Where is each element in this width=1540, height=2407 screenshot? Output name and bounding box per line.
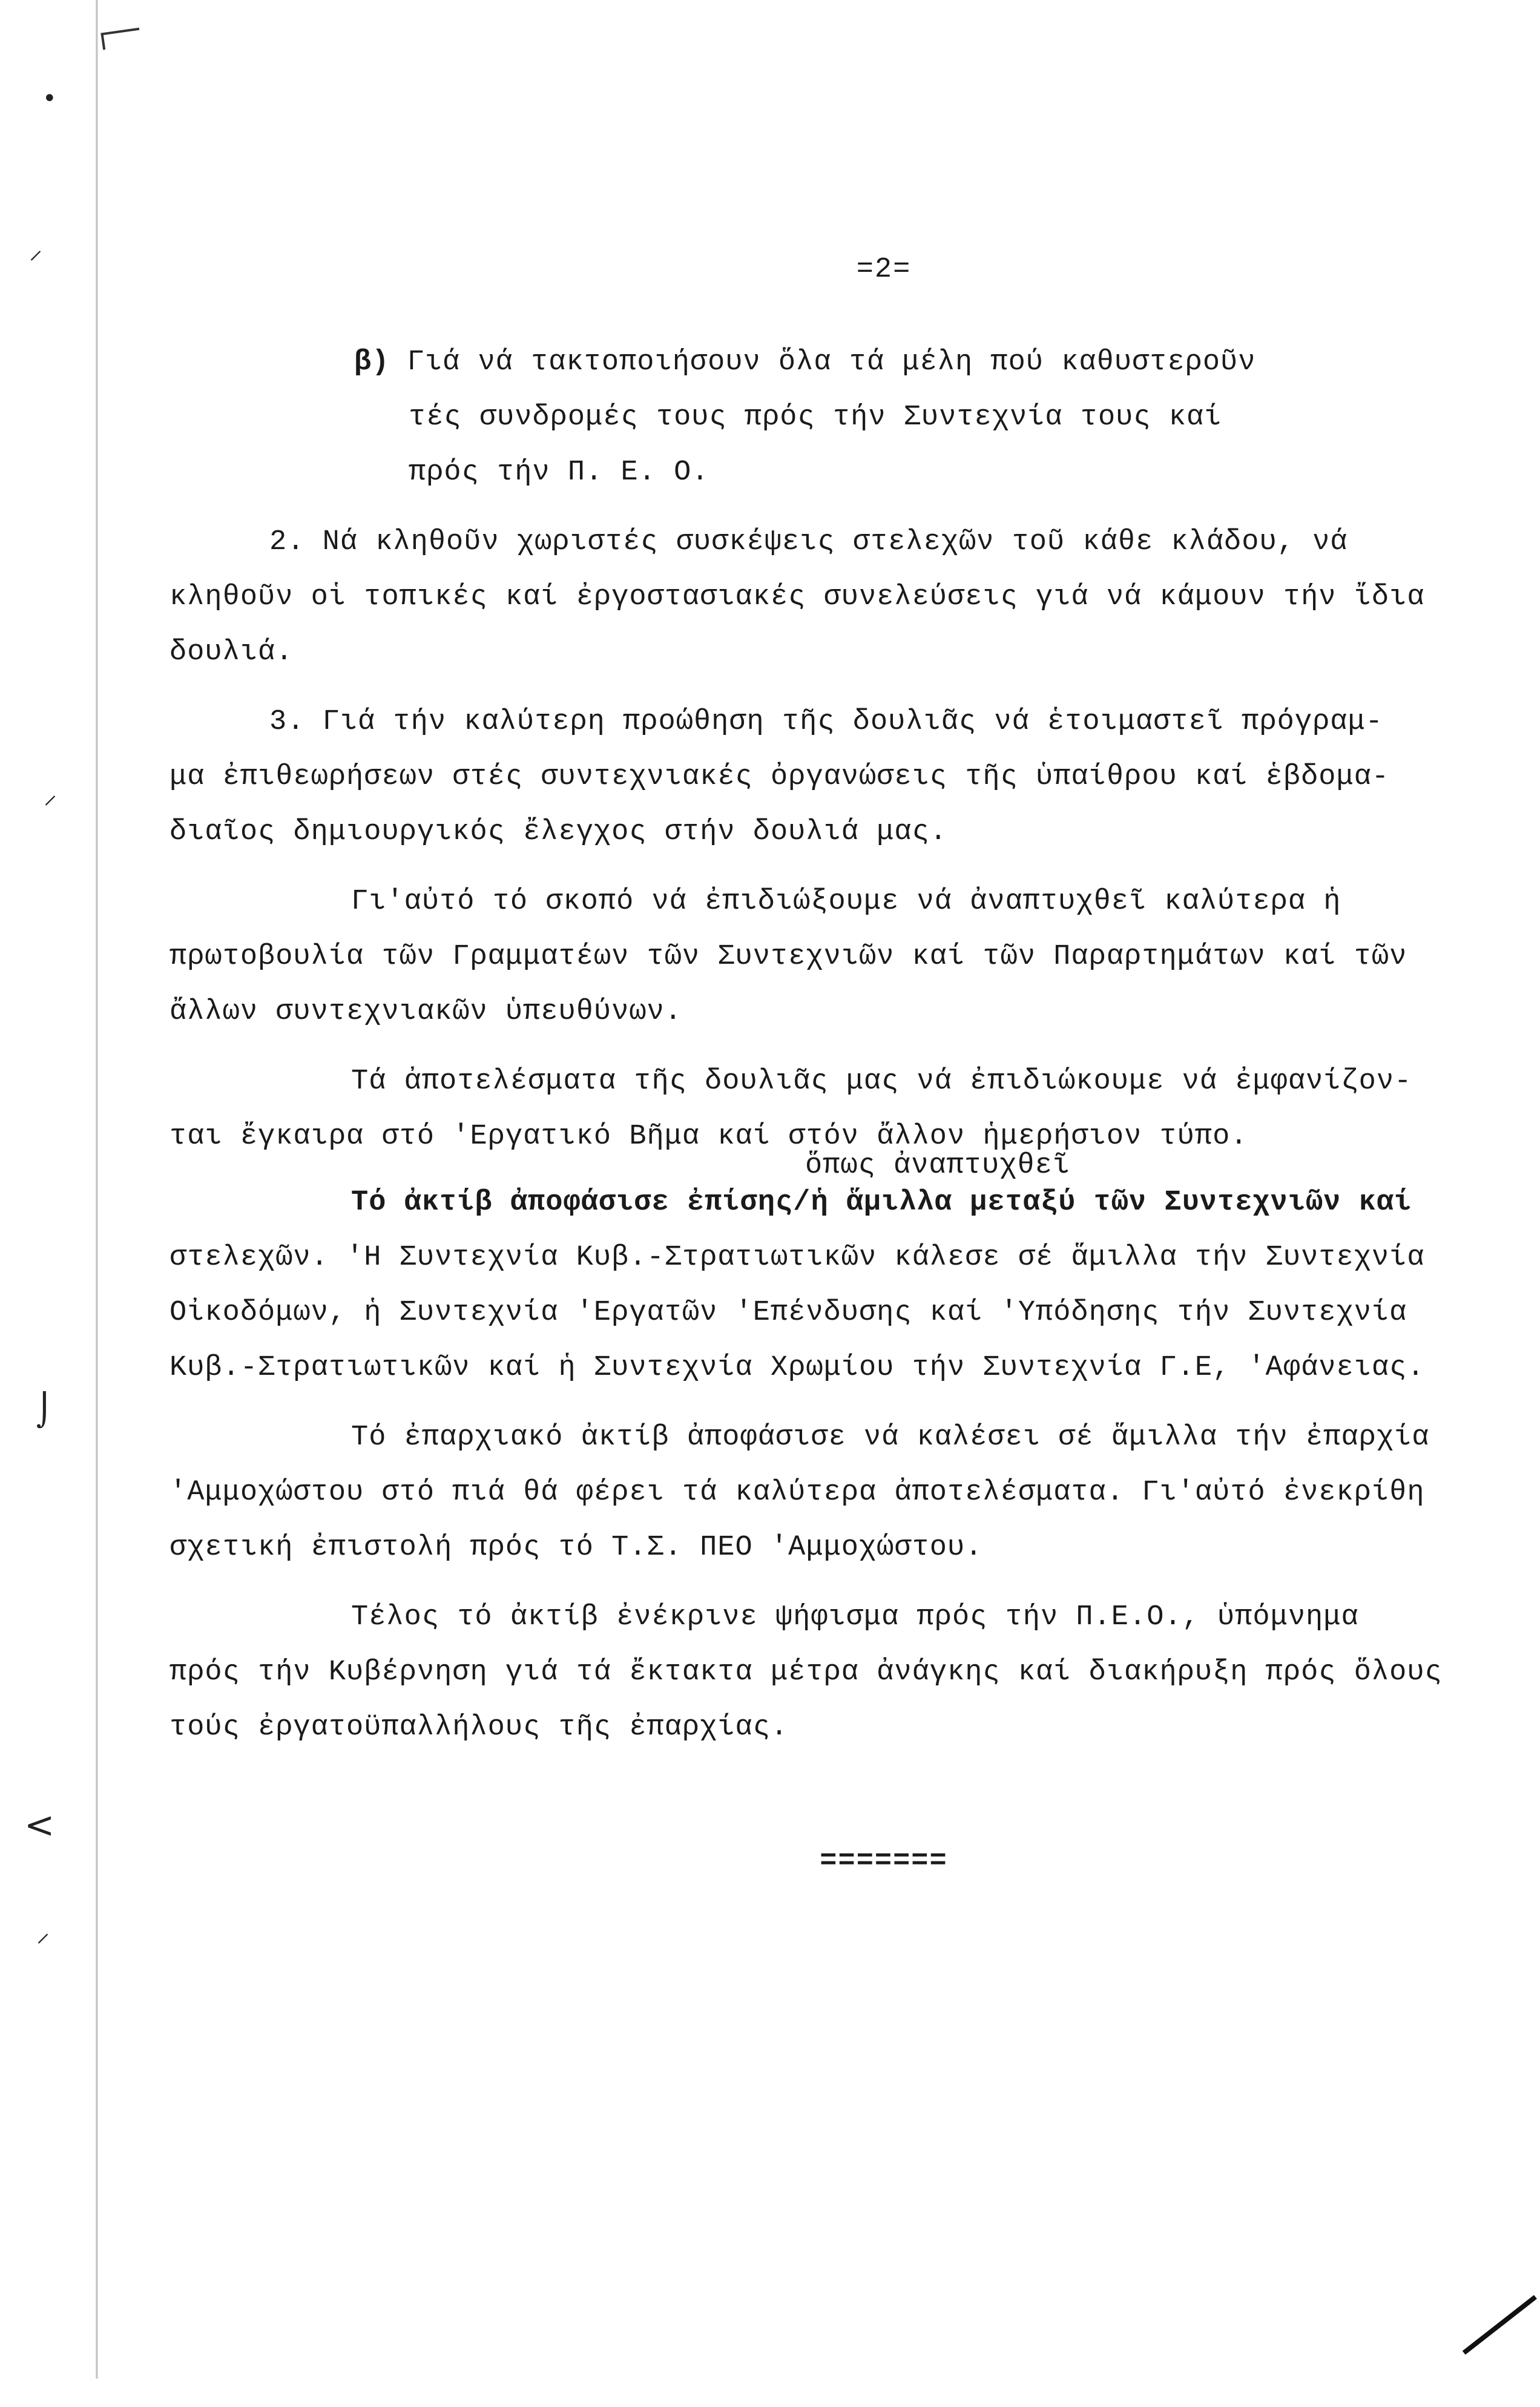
item-2: 2. Νά κληθοῦν χωριστές συσκέψεις στελεχῶν τοῦ κάθε κλάδου, νά κληθοῦν οἱ τοπικές καί ἐργοστασιακές συνελεύσεις γιά νά κάμουν τήν ἴδια δουλιά. bbox=[169, 526, 1425, 668]
document-body bbox=[169, 242, 1501, 1889]
paragraph-goal: Γι'αὐτό τό σκοπό νά ἐπιδιώξουμε νά ἀναπτυχθεῖ καλύτερα ἡ πρωτοβουλία τῶν Γραμματέων τῶν Συντεχνιῶν καί τῶν Παραρτημάτων καί τῶν ἄλλων συντεχνιακῶν ὑπευθύνων. bbox=[169, 886, 1407, 1028]
end-separator: ======= bbox=[820, 1845, 948, 1877]
paragraph-competition: Τό ἀκτίβ ἀποφάσισε ἐπίσης/ἡ ἅμιλλα μεταξύ τῶν Συντεχνιῶν καί στελεχῶν. 'Η Συντεχνία Κυβ.-Στρατιωτικῶν κάλεσε σέ ἅμιλλα τήν Συντεχνία Οἰκοδόμων, ἡ Συντεχνία 'Εργατῶν 'Επένδυσης καί 'Υπόδησης τήν Συντεχνία Κυβ.-Στρατιωτικῶν καί ἡ Συντεχνία Χρωμίου τήν Συντεχνία Γ.Ε, 'Αφάνειας. bbox=[169, 1187, 1425, 1384]
margin-mark: ⸝ bbox=[36, 1917, 50, 1948]
item-3: 3. Γιά τήν καλύτερη προώθηση τῆς δουλιᾶς νά ἑτοιμαστεῖ πρόγραμ- μα ἐπιθεωρήσεων στές συντεχνιακές ὀργανώσεις τῆς ὑπαίθρου καί ἑβδομα- διαῖος δημιουργικός ἔλεγχος στήν δουλιά μας. bbox=[169, 706, 1390, 848]
corner-mark bbox=[100, 28, 141, 50]
item-beta: β) Γιά νά τακτοποιήσουν ὅλα τά μέλη πού καθυστεροῦν τές συνδρομές τους πρός τήν Συντεχνία τους καί πρός τήν Π. Ε. Ο. bbox=[354, 346, 1256, 489]
item-marker: β) bbox=[354, 346, 390, 378]
margin-mark: < bbox=[24, 1804, 55, 1846]
corner-mark bbox=[1463, 2295, 1540, 2407]
paragraph-results: Τά ἀποτελέσματα τῆς δουλιᾶς μας νά ἐπιδιώκουμε νά ἐμφανίζον- ται ἔγκαιρα στό 'Εργατικό Βῆμα καί στόν ἄλλον ἡμερήσιον τύπο. bbox=[169, 1065, 1412, 1153]
margin-mark: ⌡ bbox=[36, 1392, 53, 1429]
binding-edge-line bbox=[96, 0, 98, 2379]
margin-dot: • bbox=[42, 85, 57, 113]
paragraph-final: Τέλος τό ἀκτίβ ἐνέκρινε ψήφισμα πρός τήν Π.Ε.Ο., ὑπόμνημα πρός τήν Κυβέρνηση γιά τά ἔκτακτα μέτρα ἀνάγκης καί διακήρυξη πρός ὅλους τούς ἐργατοϋπαλλήλους τῆς ἐπαρχίας. bbox=[169, 1601, 1443, 1744]
margin-mark: ⸝ bbox=[44, 779, 57, 810]
page-number: =2= bbox=[856, 254, 912, 286]
margin-mark: ⸝ bbox=[29, 234, 42, 265]
paragraph-district: Τό ἐπαρχιακό ἀκτίβ ἀποφάσισε νά καλέσει σέ ἅμιλλα τήν ἐπαρχία 'Αμμοχώστου στό πιά θά φέρει τά καλύτερα ἀποτελέσματα. Γι'αὐτό ἐνεκρίθη σχετική ἐπιστολή πρός τό Τ.Σ. ΠΕΟ 'Αμμοχώστου. bbox=[169, 1421, 1430, 1564]
handwritten-insertion: ὅπως ἀναπτυχθεῖ bbox=[805, 1150, 1071, 1182]
